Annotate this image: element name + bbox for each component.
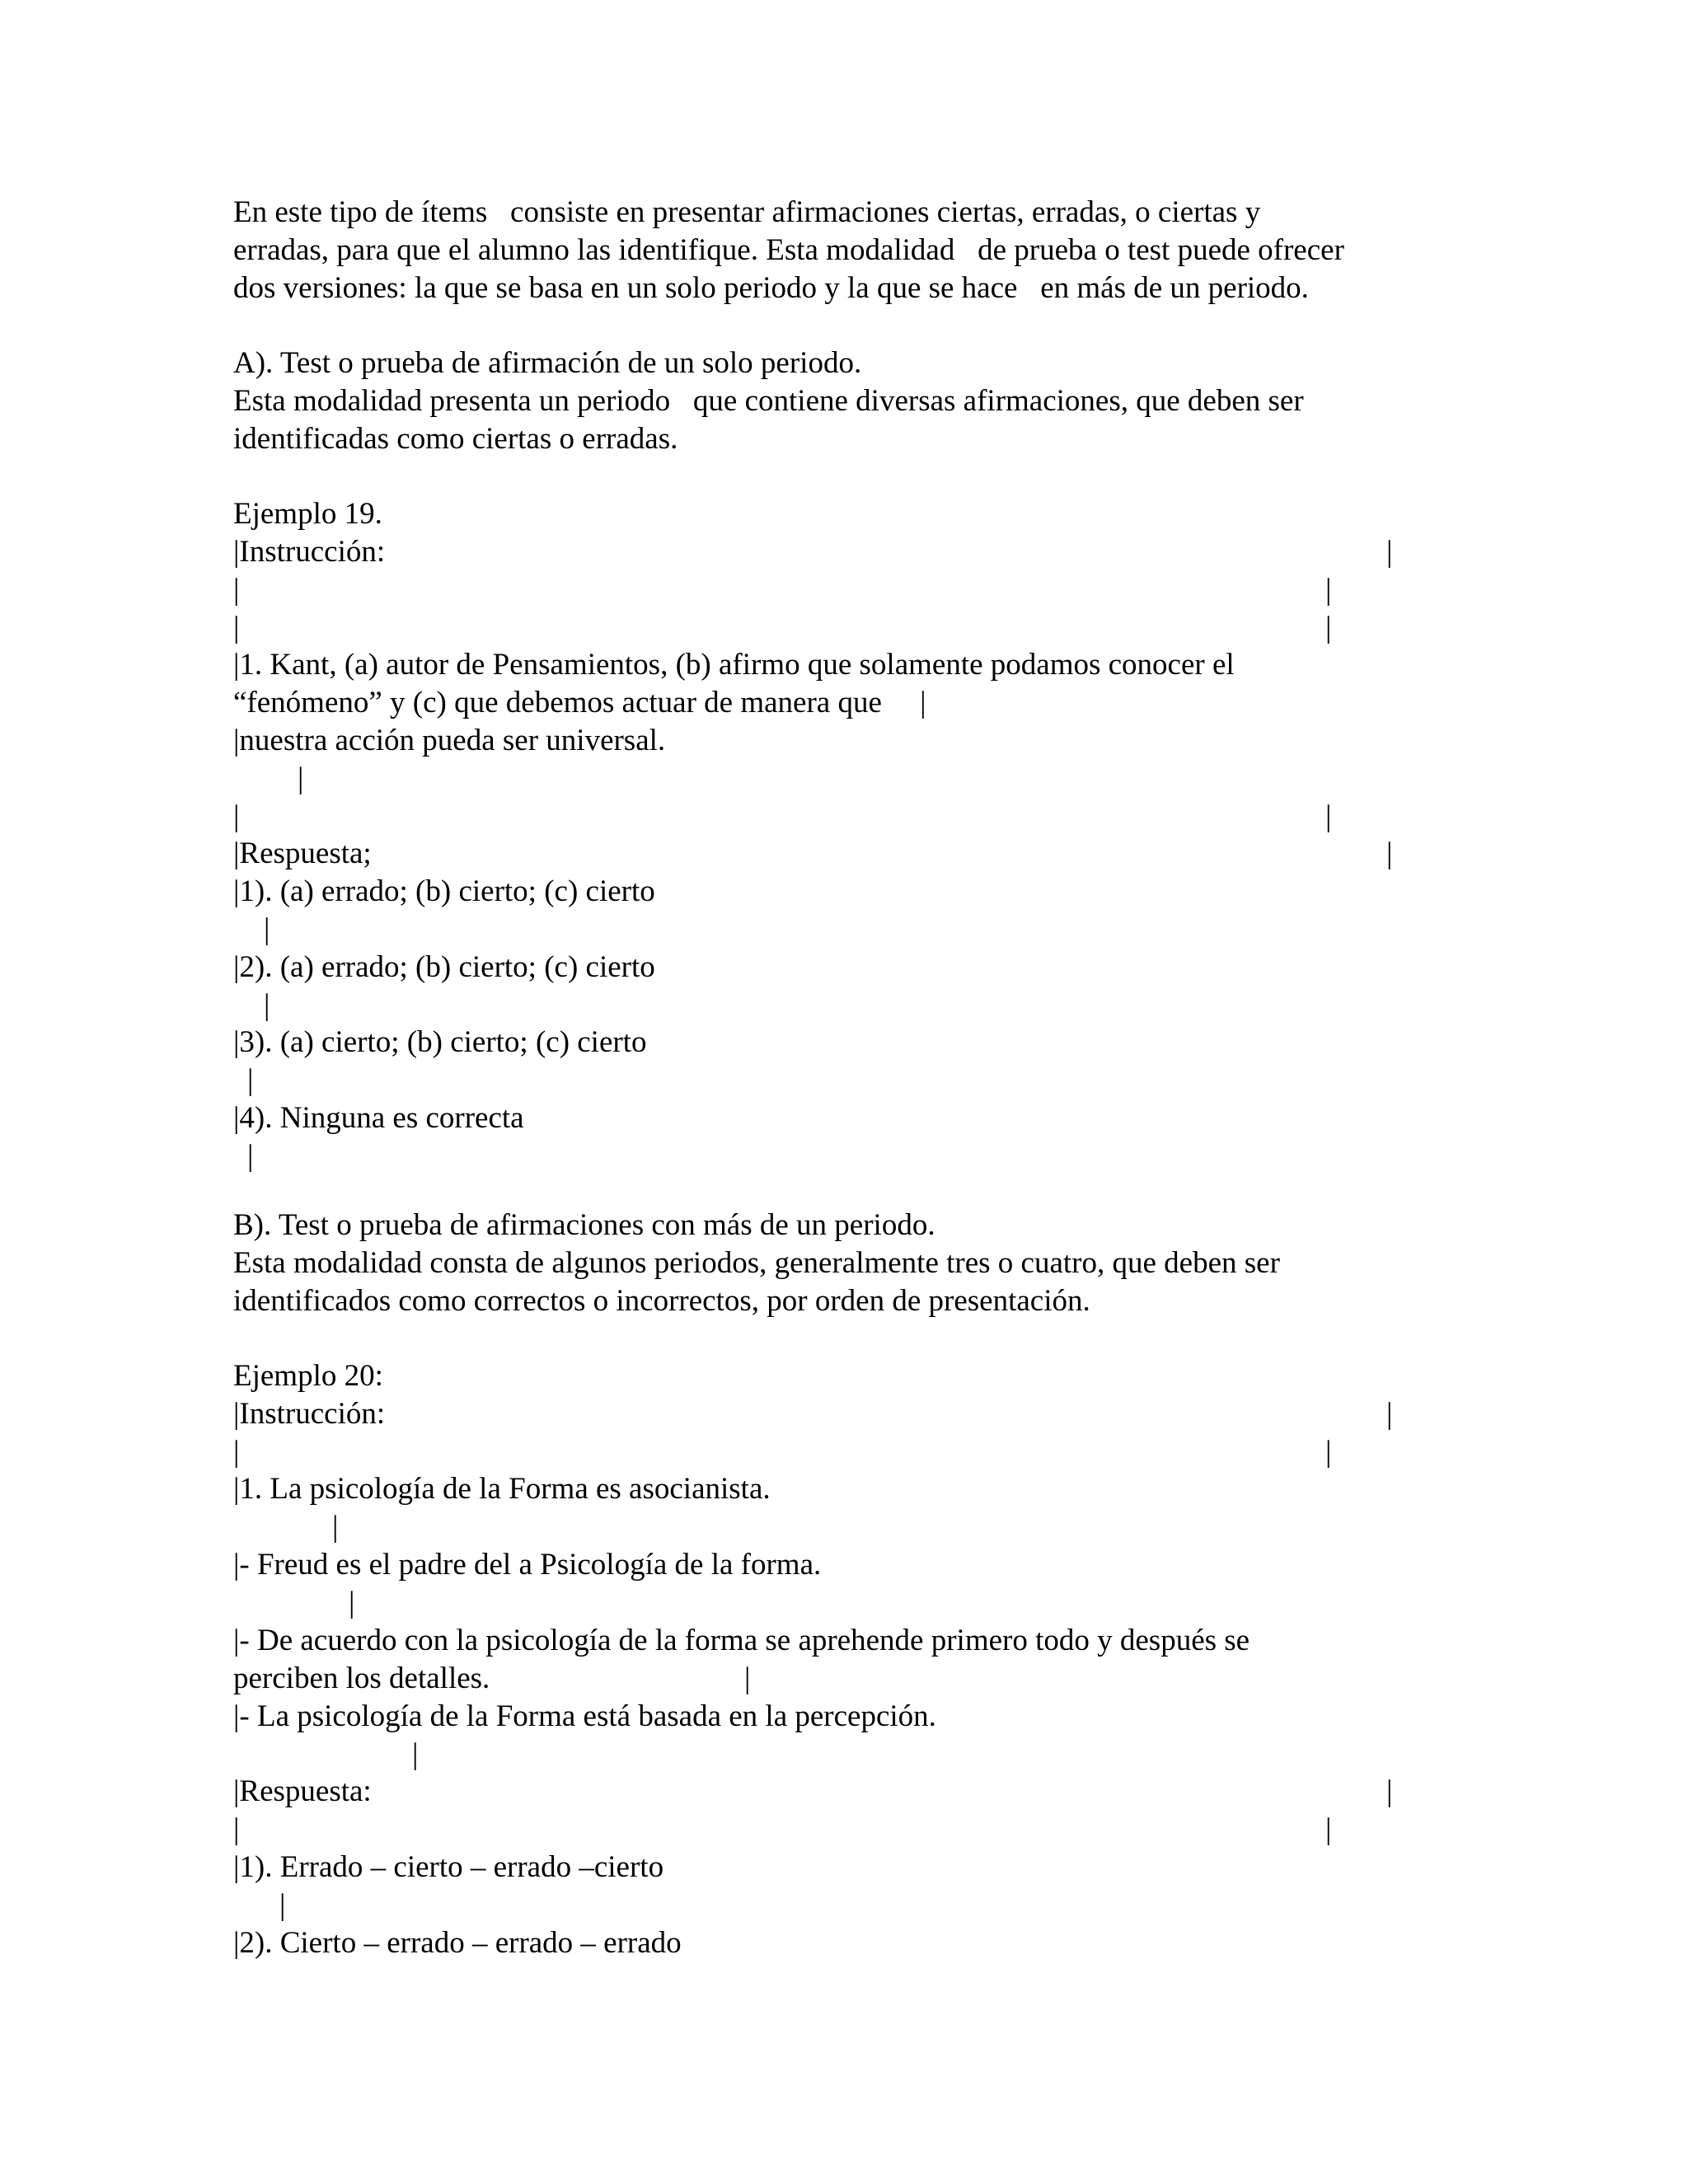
example-20-item: |- Freud es el padre del a Psicología de la forma.	[233, 1548, 822, 1582]
table-border-mark: |	[332, 1510, 339, 1544]
example-20-item: perciben los detalles.	[233, 1661, 490, 1695]
table-border-mark: |	[279, 1888, 286, 1922]
table-border-mark: |	[233, 1435, 240, 1469]
example-19-answer-option: |2). (a) errado; (b) cierto; (c) cierto	[233, 950, 655, 984]
table-border-mark: |	[298, 762, 304, 795]
table-border-mark: |	[233, 799, 240, 833]
example-20-answer-option: |1). Errado – cierto – errado –cierto	[233, 1850, 664, 1884]
section-a-heading: A). Test o prueba de afirmación de un solo periodo.	[233, 346, 862, 380]
table-border-mark: |	[1325, 1435, 1332, 1469]
table-border-mark: |	[349, 1586, 355, 1619]
table-border-mark: |	[1386, 1774, 1393, 1808]
table-border-mark: |	[247, 1063, 254, 1097]
example-20-answer-label: |Respuesta:	[233, 1774, 372, 1808]
example-20-item: |- De acuerdo con la psicología de la forma se aprehende primero todo y después se	[233, 1624, 1250, 1657]
example-19-answer-option: |3). (a) cierto; (b) cierto; (c) cierto	[233, 1025, 647, 1059]
table-border-mark: |	[1386, 837, 1393, 870]
intro-line: En este tipo de ítems consiste en presentar afirmaciones ciertas, erradas, o ciertas y	[233, 195, 1261, 229]
example-20-item: |1. La psicología de la Forma es asocianista.	[233, 1472, 771, 1506]
table-border-mark: |	[264, 912, 270, 946]
example-20-instruction: |Instrucción:	[233, 1397, 386, 1431]
table-border-mark: |	[1325, 573, 1332, 607]
example-19-item-line: “fenómeno” y (c) que debemos actuar de manera que |	[233, 686, 926, 719]
example-19-instruction: |Instrucción:	[233, 535, 386, 569]
section-b-desc-line: Esta modalidad consta de algunos periodos, generalmente tres o cuatro, que deben ser	[233, 1246, 1280, 1280]
section-b-heading: B). Test o prueba de afirmaciones con más de un periodo.	[233, 1208, 935, 1242]
section-a-desc-line: identificadas como ciertas o erradas.	[233, 422, 678, 456]
table-border-mark: |	[233, 1812, 240, 1846]
table-border-mark: |	[1386, 1397, 1393, 1431]
example-19-answer-option: |4). Ninguna es correcta	[233, 1101, 524, 1135]
example-19-answer-label: |Respuesta;	[233, 837, 372, 870]
example-20-item: |- La psicología de la Forma está basada en la percepción.	[233, 1699, 936, 1733]
table-border-mark: |	[744, 1661, 751, 1695]
example-20-answer-option: |2). Cierto – errado – errado – errado	[233, 1926, 682, 1960]
intro-line: erradas, para que el alumno las identifique. Esta modalidad de prueba o test puede ofrecer	[233, 233, 1344, 267]
example-19-item-line: |1. Kant, (a) autor de Pensamientos, (b) afirmo que solamente podamos conocer el	[233, 648, 1235, 682]
table-border-mark: |	[412, 1737, 419, 1771]
example-20-title: Ejemplo 20:	[233, 1359, 383, 1393]
section-a-desc-line: Esta modalidad presenta un periodo que contiene diversas afirmaciones, que deben ser	[233, 384, 1304, 418]
table-border-mark: |	[1386, 535, 1393, 569]
example-19-answer-option: |1). (a) errado; (b) cierto; (c) cierto	[233, 874, 655, 908]
example-19-item-line: |nuestra acción pueda ser universal.	[233, 724, 666, 757]
table-border-mark: |	[233, 573, 240, 607]
section-b-desc-line: identificados como correctos o incorrectos, por orden de presentación.	[233, 1284, 1090, 1318]
table-border-mark: |	[1325, 1812, 1332, 1846]
table-border-mark: |	[1325, 611, 1332, 644]
table-border-mark: |	[1325, 799, 1332, 833]
table-border-mark: |	[264, 988, 270, 1022]
table-border-mark: |	[247, 1139, 254, 1173]
table-border-mark: |	[233, 611, 240, 644]
intro-line: dos versiones: la que se basa en un solo periodo y la que se hace en más de un periodo.	[233, 271, 1309, 305]
example-19-title: Ejemplo 19.	[233, 497, 382, 531]
